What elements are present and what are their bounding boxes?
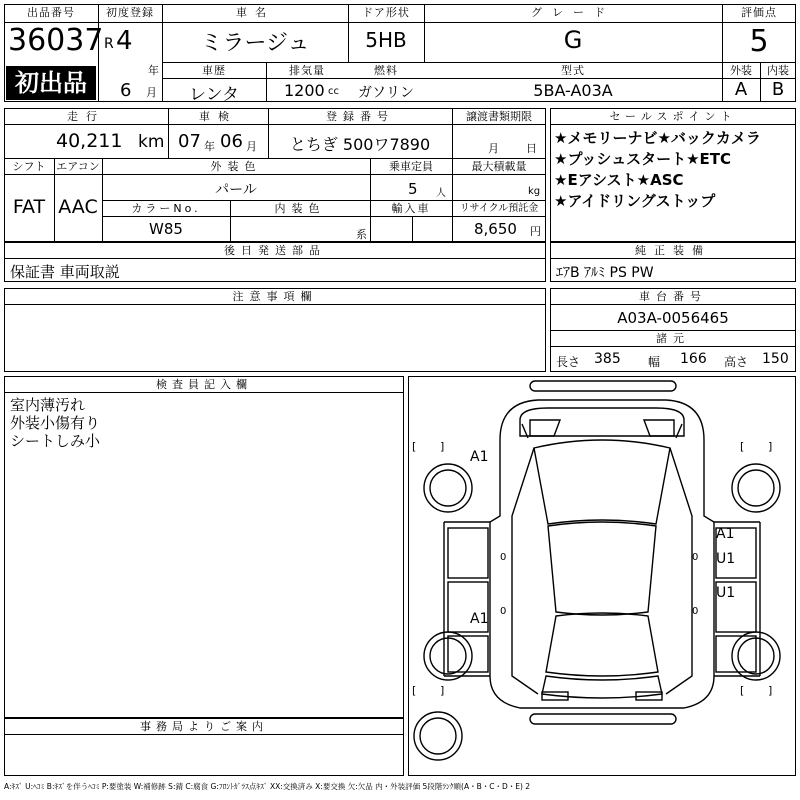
- car-name: ミラージュ: [200, 31, 310, 56]
- pillar-right: [666, 448, 692, 694]
- plate-number: とちぎ 500ワ7890: [289, 135, 431, 154]
- front-bumper-outline: [530, 381, 676, 391]
- sales-points-label: セールスポイント: [609, 110, 737, 123]
- sales-points-list: [554, 128, 761, 212]
- recycle-label: リサイクル預託金: [459, 203, 539, 214]
- rear-panel-outline: [542, 676, 662, 698]
- grade-label: グレード: [531, 6, 615, 19]
- color-number: W85: [149, 220, 183, 238]
- sales-point-item: ★Eアシスト★ASC: [554, 171, 684, 189]
- plate-label: 登録番号: [326, 110, 394, 123]
- damage-mark-front-left: A1: [470, 449, 489, 465]
- displacement: 1200: [284, 81, 325, 100]
- import-label: 輸入車: [391, 202, 431, 215]
- inspector-label: 検査員記入欄: [156, 378, 252, 391]
- recycle-unit: 円: [530, 225, 541, 238]
- door-mark-right-rear: 0: [692, 606, 699, 617]
- door-mark-left-front: 0: [500, 552, 507, 563]
- front-vent-left: [530, 420, 560, 436]
- legend-text: A:ｷｽﾞ U:ﾍｺﾐ B:ｷｽﾞを伴うﾍｺﾐ P:要塗装 W:補修跡 S:錆 C:腐食 G:ﾌﾛﾝﾄｶﾞﾗｽ点ｷｽﾞ XX:交換済み X:要交換 欠:欠品 内・外装評価 5段階ﾗﾝｸ順(A・B・C・D・E) 2: [4, 782, 531, 791]
- bracket-mark: ]: [440, 440, 445, 453]
- capacity: 5: [408, 180, 418, 198]
- chassis-label: 車台番号: [639, 290, 707, 303]
- right-rear-quarter: [716, 636, 756, 672]
- shift-type: FAT: [12, 196, 46, 218]
- capacity-label: 乗車定員: [389, 160, 433, 173]
- registration-year: 4: [116, 26, 133, 56]
- inspection-month-unit: 月: [246, 140, 257, 153]
- later-parts-label: 後日発送部品: [224, 244, 326, 257]
- width-value: 166: [680, 351, 707, 367]
- bracket-mark: [: [412, 440, 417, 453]
- mileage: 40,211: [56, 130, 123, 152]
- left-front-door: [448, 528, 488, 578]
- score: 5: [749, 24, 769, 59]
- length-label: 長さ: [556, 355, 581, 369]
- exterior-grade: A: [734, 79, 748, 100]
- fuel-type: ガソリン: [358, 85, 414, 101]
- width-label: 幅: [648, 355, 661, 369]
- later-parts-value: 保証書 車両取説: [10, 263, 120, 281]
- inspection-label: 車検: [199, 110, 237, 123]
- ac-label: エアコン: [56, 160, 100, 173]
- transfer-month-unit: 月: [488, 142, 499, 155]
- load-label: 最大積載量: [471, 160, 527, 173]
- registration-month: 6: [120, 80, 132, 101]
- first-listing-badge: 初出品: [6, 66, 96, 100]
- inspection-year-unit: 年: [204, 140, 215, 153]
- body-outline: [490, 400, 714, 708]
- mileage-label: 走行: [67, 110, 105, 123]
- interior-grade: B: [771, 79, 785, 100]
- inspector-notes: [10, 396, 100, 450]
- load-unit: kg: [528, 186, 541, 197]
- inspector-note: 外装小傷有り: [10, 414, 101, 432]
- wheel-front-left: [424, 464, 472, 512]
- left-rear-quarter: [448, 636, 488, 672]
- damage-mark-left-rear: A1: [470, 611, 489, 627]
- bracket-mark: ]: [440, 684, 445, 697]
- model-code: 5BA-A03A: [533, 81, 613, 100]
- interior-color-label: 内装色: [274, 202, 326, 215]
- transfer-docs-label: 譲渡書類期限: [466, 110, 532, 123]
- first-registration-label: 初度登録: [106, 6, 154, 19]
- left-side-outline: [444, 522, 490, 676]
- equipment-value: ｴｱB ｱﾙﾐ PS PW: [556, 265, 654, 281]
- dimensions-label: 諸元: [656, 332, 690, 345]
- door-mark-left-rear: 0: [500, 606, 507, 617]
- displacement-unit: cc: [328, 86, 339, 97]
- damage-mark-right-rear: U1: [716, 585, 736, 601]
- shift-label: シフト: [12, 160, 46, 173]
- car-history: レンタ: [189, 85, 239, 105]
- inspector-note: 室内薄汚れ: [10, 396, 86, 414]
- transfer-day-unit: 日: [526, 142, 537, 155]
- capacity-unit: 人: [436, 188, 446, 199]
- office-label: 事務局よりご案内: [140, 720, 268, 733]
- windshield-outline: [534, 440, 670, 524]
- exterior-color: パール: [215, 182, 257, 198]
- damage-mark-right-front: A1: [716, 526, 735, 542]
- mileage-unit: km: [138, 132, 165, 152]
- specs-section: [4, 108, 546, 242]
- lot-number: 36037: [8, 23, 104, 58]
- era: R: [104, 36, 114, 52]
- damage-mark-right-mid: U1: [716, 551, 736, 567]
- bracket-mark: ]: [768, 684, 773, 697]
- history-label: 車歴: [202, 64, 226, 77]
- bracket-mark: [: [740, 684, 745, 697]
- rear-window-outline: [546, 613, 658, 676]
- sales-point-item: ★メモリーナビ★バックカメラ: [554, 129, 761, 147]
- bracket-mark: [: [412, 684, 417, 697]
- year-unit: 年: [148, 64, 159, 77]
- door-type: 5HB: [365, 28, 407, 52]
- door-label: ドア形状: [362, 6, 410, 19]
- caution-label: 注意事項欄: [232, 290, 318, 303]
- displacement-label: 排気量: [289, 64, 325, 77]
- bracket-mark: [: [740, 440, 745, 453]
- height-label: 高さ: [724, 355, 749, 369]
- wheel-front-right: [732, 464, 780, 512]
- recycle-fee: 8,650: [474, 220, 517, 238]
- length-value: 385: [594, 351, 621, 367]
- inspector-note: シートしみ小: [10, 432, 101, 450]
- front-vent-right: [644, 420, 674, 436]
- door-mark-right-front: 0: [692, 552, 699, 563]
- exterior-label: 外装: [730, 64, 752, 77]
- pillar-left: [512, 448, 538, 694]
- inspection-month: 06: [220, 131, 243, 152]
- color-number-label: カラーNo.: [131, 202, 201, 215]
- fuel-label: 燃料: [374, 64, 398, 77]
- model-label: 型式: [561, 64, 585, 77]
- spare-wheel: [414, 712, 462, 760]
- car-diagram: [408, 376, 796, 776]
- sales-point-item: ★アイドリングストップ: [554, 192, 716, 210]
- month-unit: 月: [146, 86, 157, 99]
- score-label: 評価点: [741, 6, 777, 19]
- interior-label: 内装: [767, 64, 789, 77]
- height-value: 150: [762, 351, 789, 367]
- lot-number-label: 出品番号: [27, 6, 75, 19]
- interior-color-unit: 系: [356, 228, 367, 241]
- equipment-label: 純正装備: [635, 244, 711, 257]
- rear-bumper-outline: [530, 714, 676, 724]
- exterior-color-label: 外装色: [210, 160, 262, 173]
- chassis-number: A03A-0056465: [617, 309, 729, 327]
- sales-point-item: ★プッシュスタート★ETC: [554, 150, 732, 168]
- ac-type: AAC: [58, 196, 98, 218]
- hood-outline: [520, 408, 684, 436]
- inspection-year: 07: [178, 131, 201, 152]
- roof-outline: [548, 522, 656, 615]
- bracket-mark: ]: [768, 440, 773, 453]
- grade: G: [563, 26, 583, 54]
- car-name-label: 車名: [236, 6, 274, 19]
